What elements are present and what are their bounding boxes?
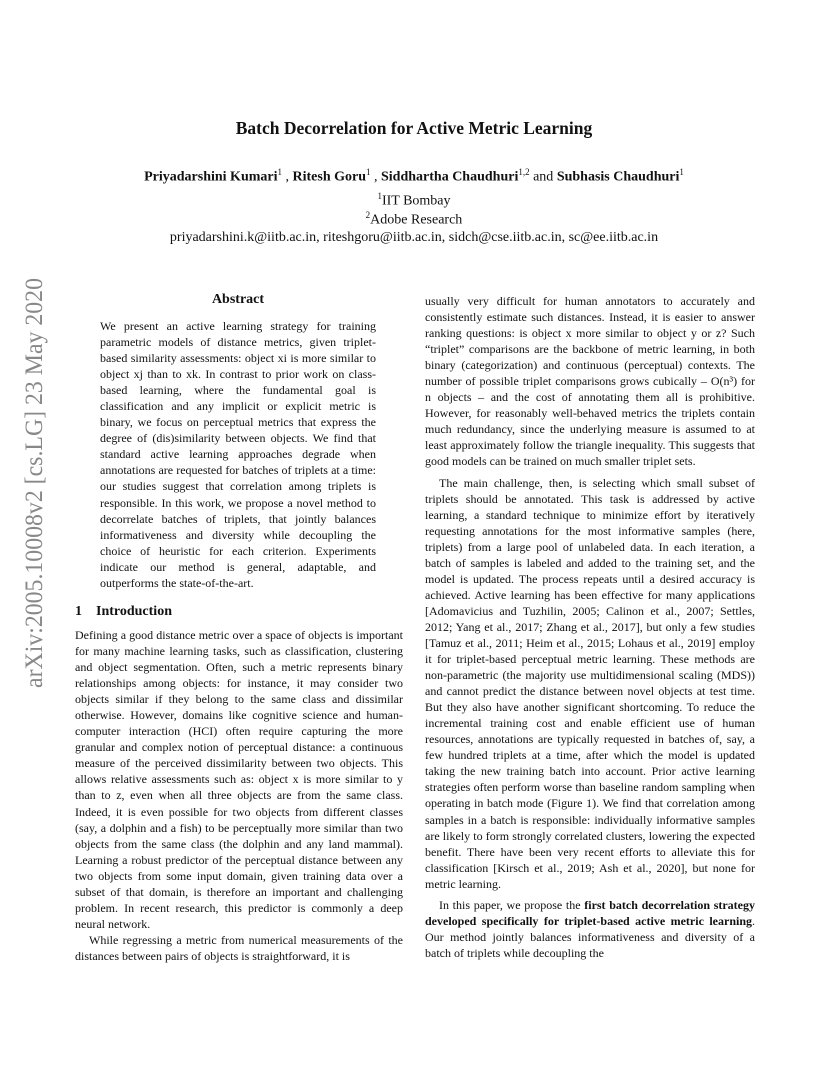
author-affil-sup: 1	[366, 167, 371, 177]
affiliation	[0, 210, 828, 229]
affiliation	[0, 191, 828, 210]
author-affil-sup: 1,2	[518, 167, 530, 177]
affiliation-name: IIT Bombay	[381, 193, 451, 209]
section-number: 1	[75, 604, 82, 619]
author-affil-sup: 1	[277, 167, 282, 177]
author-separator: ,	[285, 169, 289, 185]
paragraph: While regressing a metric from numerical measurements of the distances between pairs of objects is straightforward, it is	[75, 932, 403, 963]
arxiv-identifier-text: arXiv:2005.10008v2 [cs.LG] 23 May 2020	[21, 270, 48, 688]
affiliation-name: Adobe Research	[370, 212, 463, 228]
author-list	[0, 167, 828, 186]
arxiv-identifier-svg	[4, 270, 52, 690]
author-name: Ritesh Goru	[292, 169, 366, 185]
paragraph-lead: In this paper, we propose the	[439, 897, 585, 912]
author-name: Siddhartha Chaudhuri	[381, 169, 519, 185]
section-title: Introduction	[96, 604, 172, 619]
left-column-body	[75, 627, 403, 964]
author-and: and	[533, 169, 554, 185]
paper-title: Batch Decorrelation for Active Metric Learning	[235, 118, 593, 138]
author-name: Subhasis Chaudhuri	[556, 169, 680, 185]
right-column-body	[425, 293, 755, 961]
paragraph	[425, 897, 755, 961]
author-separator: ,	[374, 169, 378, 185]
paragraph: Defining a good distance metric over a space of objects is important for many machine learning tasks, such as classification, clustering and object segmentation. Often, such a metric represents binary relationships among objects: for instance, it may consider two objects similar if they belong to the same class and dissimilar otherwise. However, domains like cognitive science and human-computer interaction (HCI) often require capturing the more granular and complex notion of perceptual distance: a continuous measure of the perceived dissimilarity between two objects. This allows relative assessments such as: object x is more similar to y than to z, even when all three objects are from the same class. Indeed, it is even possible for two objects from different classes (say, a dolphin and a fish) to be perceptually more similar than two objects from the same class (the dolphin and any land mammal). Learning a robust predictor of the perceptual distance between any two objects from some input domain, given training data over a subset of that domain, is therefore an important and challenging problem. In recent research, this predictor is commonly a deep neural network.	[75, 628, 403, 931]
paragraph: usually very difficult for human annotators to accurately and consistently estimate such distances. Instead, it is easier to answer ranking questions: is object x more similar to object y or z? Such “triplet” comparisons are the backbone of metric learning, in both binary (categorization) and continuous (perceptual) contexts. The number of possible triplet comparisons grows cubically – O(n³) for n objects – and the cost of annotating them all is prohibitive. However, for reasonably well-behaved metrics the triplets contain much redundancy, since the underlying measure is assumed to at least approximately follow the triangle inequality. This suggests that good models can be trained on much smaller triplet sets.	[425, 294, 755, 469]
author-affil-sup: 1	[679, 167, 684, 177]
author-name: Priyadarshini Kumari	[144, 169, 278, 185]
affiliation-sup: 1	[377, 191, 382, 201]
affiliation-sup: 2	[365, 210, 371, 220]
author-emails: priyadarshini.k@iitb.ac.in, riteshgoru@iitb.ac.in, sidch@cse.iitb.ac.in, sc@ee.iitb.ac.in	[169, 230, 659, 245]
abstract-heading: Abstract	[211, 292, 265, 307]
paragraph-rest: . Our method jointly balances informativeness and diversity of a batch of triplets while decoupling the	[425, 913, 755, 960]
arxiv-identifier	[4, 270, 52, 690]
section-heading	[75, 604, 172, 620]
paragraph-bold: first batch decorrelation strategy developed specifically for triplet-based active metric learning	[425, 897, 756, 928]
abstract-text: We present an active learning strategy for training parametric models of distance metrics, given triplet-based similarity assessments: object xi is more similar to object xj than to xk. In contrast to prior work on class-based learning, where the fundamental goal is classification and any implicit or explicit metric is binary, we focus on perceptual metrics that express the degree of (dis)similarity between objects. We find that standard active learning approaches degrade when annotations are requested for batches of triplets at a time: our studies suggest that correlation among triplets is responsible. In this work, we propose a novel method to decorrelate batches of triplets, that jointly balances informativeness and diversity while decoupling the choice of heuristic for each criterion. Experiments indicate our method is general, adaptable, and outperforms the state-of-the-art.	[100, 319, 376, 590]
paragraph: The main challenge, then, is selecting which small subset of triplets should be annotated. This task is addressed by active learning, a standard technique to minimize effort by iteratively requesting annotations for the most informative samples (here, triplets) from a large pool of unlabeled data. In each iteration, a batch of samples is labeled and added to the training set, and the model is updated. The process repeats until a desired accuracy is achieved. Active learning has been effective for many applications [Adomavicius and Tuzhilin, 2005; Calinon et al., 2007; Settles, 2012; Yang et al., 2017; Zhang et al., 2017], but only a few studies [Tamuz et al., 2011; Heim et al., 2015; Lohaus et al., 2019] employ it for triplet-based perceptual metric learning. These methods are non-parametric (the majority use multidimensional scaling (MDS)) and cannot predict the distance between novel objects at test time. But they also have another significant shortcoming. To reduce the incremental training cost and enable efficient use of human resources, annotations are typically requested in batches of, say, a few hundred triplets at a time, after which the model is updated taking the new training batch into account. Prior active learning strategies often perform worse than baseline random sampling when operating in batch mode (Figure 1). We find that correlation among samples in a batch is responsible: individually informative samples are likely to form strongly correlated clusters, lowering the expected benefit. There have been very recent efforts to alleviate this for classification [Kirsch et al., 2019; Ash et al., 2020], but none for metric learning.	[425, 475, 755, 891]
